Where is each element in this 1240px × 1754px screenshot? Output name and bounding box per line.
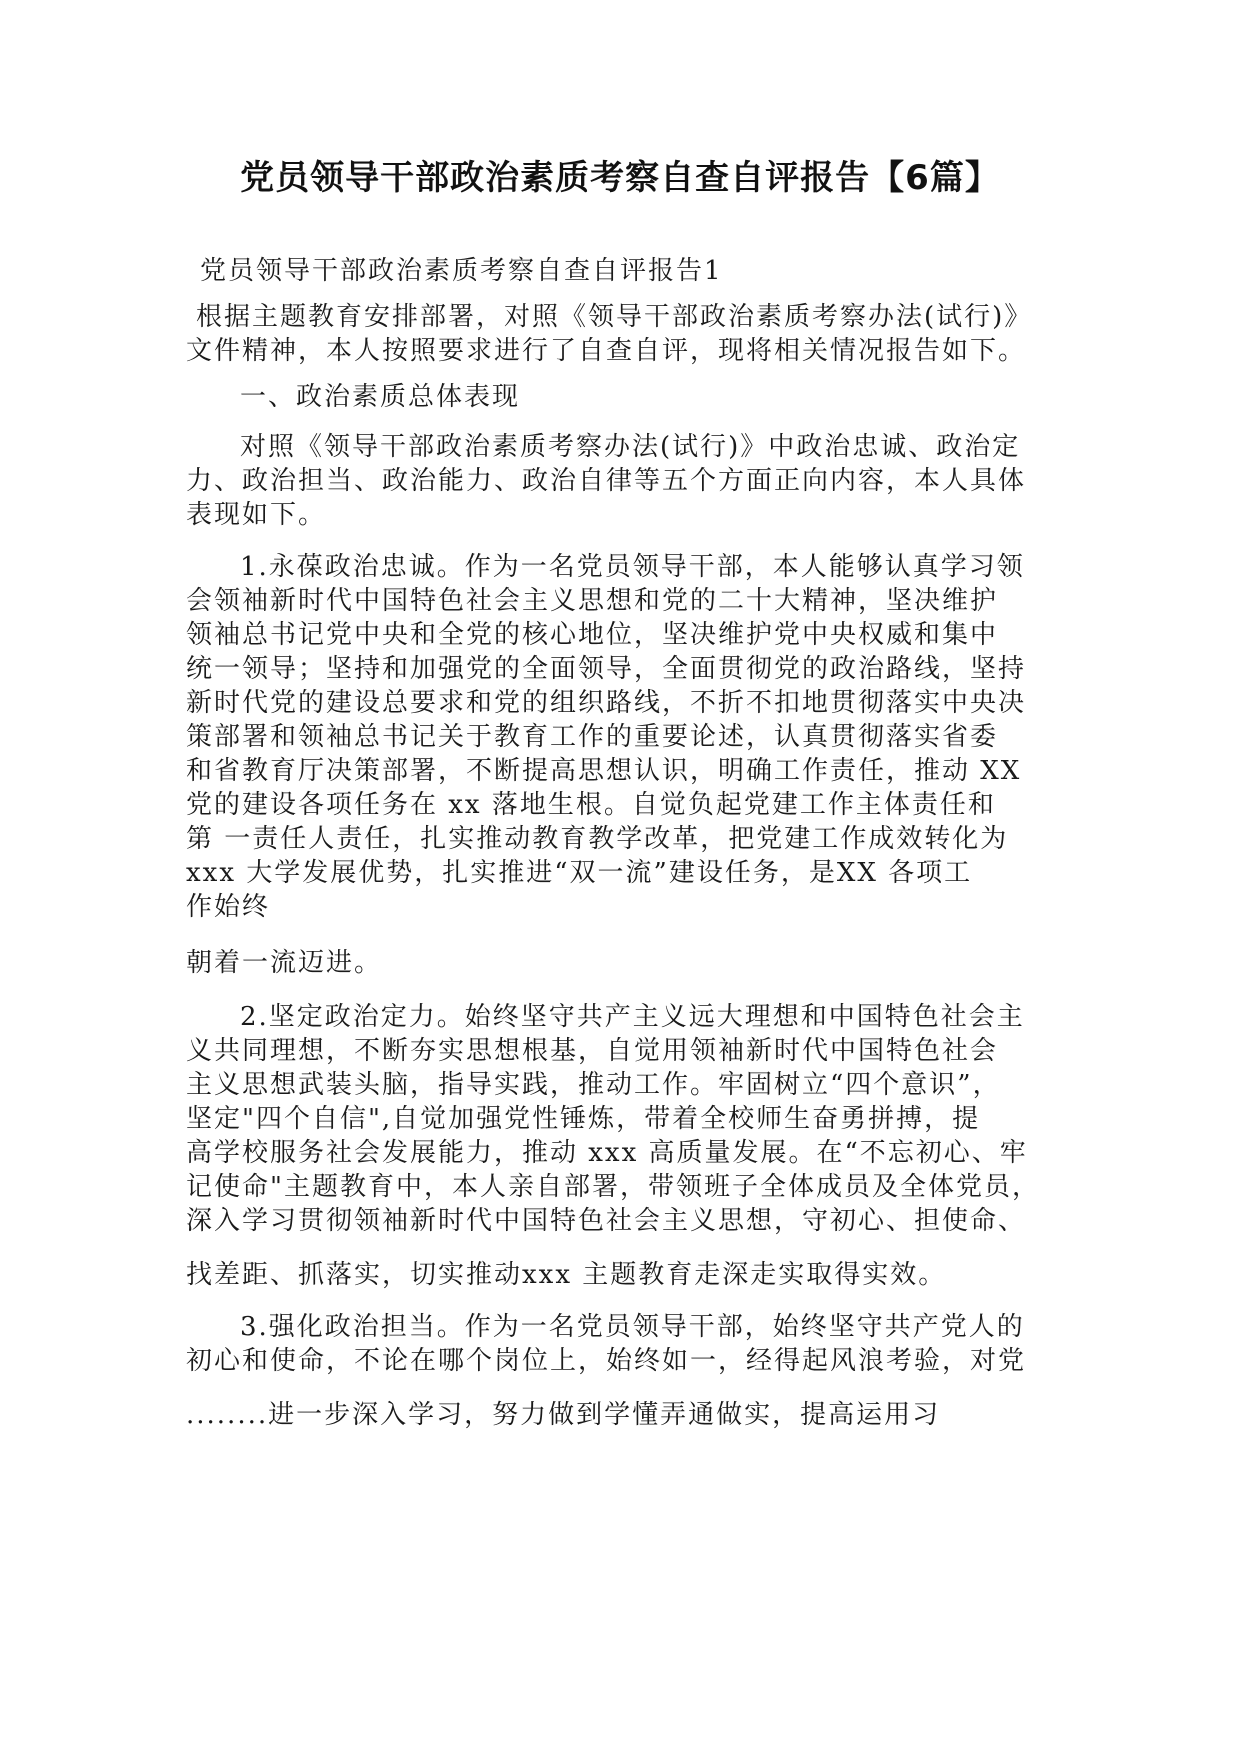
paragraph-line: 主义思想武装头脑，指导实践，推动工作。牢固树立“四个意识”， — [186, 1070, 1001, 1100]
paragraph-line: 第 一责任人责任，扎实推动教育教学改革，把党建工作成效转化为 — [186, 824, 1009, 854]
paragraph-line: 高学校服务社会发展能力，推动 xxx 高质量发展。在“不忘初心、牢 — [186, 1138, 1028, 1168]
paragraph-line: ........进一步深入学习，努力做到学懂弄通做实，提高运用习 — [186, 1400, 941, 1430]
paragraph-line: 3.强化政治担当。作为一名党员领导干部，始终坚守共产党人的 — [240, 1312, 1025, 1342]
paragraph-line: 和省教育厅决策部署，不断提高思想认识，明确工作责任，推动 XX — [186, 756, 1022, 786]
paragraph-line: 朝着一流迈进。 — [186, 948, 383, 978]
paragraph-line: 2.坚定政治定力。始终坚守共产主义远大理想和中国特色社会主 — [240, 1002, 1025, 1032]
paragraph-line: 初心和使命，不论在哪个岗位上，始终如一，经得起风浪考验，对党 — [186, 1346, 1027, 1376]
paragraph-line: 表现如下。 — [186, 500, 327, 530]
paragraph-line: 领袖总书记党中央和全党的核心地位，坚决维护党中央权威和集中 — [186, 620, 999, 650]
paragraph-line: 作始终 — [186, 892, 271, 922]
subheading: 一、政治素质总体表现 — [240, 382, 521, 412]
paragraph-line: xxx 大学发展优势，扎实推进“双一流”建设任务，是XX 各项工 — [186, 858, 973, 888]
paragraph-line: 1.永葆政治忠诚。作为一名党员领导干部，本人能够认真学习领 — [240, 552, 1025, 582]
paragraph-line: 统一领导；坚持和加强党的全面领导，全面贯彻党的政治路线，坚持 — [186, 654, 1027, 684]
paragraph-line: 记使命"主题教育中，本人亲自部署，带领班子全体成员及全体党员， — [186, 1172, 1040, 1202]
paragraph-line: 党的建设各项任务在 xx 落地生根。自觉负起党建工作主体责任和 — [186, 790, 996, 820]
paragraph-line: 根据主题教育安排部署，对照《领导干部政治素质考察办法(试行)》 — [196, 302, 1033, 332]
section-heading: 党员领导干部政治素质考察自查自评报告1 — [200, 256, 723, 286]
paragraph-line: 找差距、抓落实，切实推动xxx 主题教育走深走实取得实效。 — [186, 1260, 947, 1290]
paragraph-line: 深入学习贯彻领袖新时代中国特色社会主义思想，守初心、担使命、 — [186, 1206, 1027, 1236]
paragraph-line: 会领袖新时代中国特色社会主义思想和党的二十大精神，坚决维护 — [186, 586, 999, 616]
paragraph-line: 坚定"四个自信",自觉加强党性锤炼，带着全校师生奋勇拼搏，提 — [186, 1104, 981, 1134]
paragraph-line: 策部署和领袖总书记关于教育工作的重要论述，认真贯彻落实省委 — [186, 722, 999, 752]
paragraph-line: 新时代党的建设总要求和党的组织路线，不折不扣地贯彻落实中央决 — [186, 688, 1027, 718]
paragraph-line: 文件精神，本人按照要求进行了自查自评，现将相关情况报告如下。 — [186, 336, 1027, 366]
paragraph-line: 义共同理想，不断夯实思想根基，自觉用领袖新时代中国特色社会 — [186, 1036, 999, 1066]
paragraph-line: 对照《领导干部政治素质考察办法(试行)》中政治忠诚、政治定 — [240, 432, 1021, 462]
paragraph-line: 力、政治担当、政治能力、政治自律等五个方面正向内容，本人具体 — [186, 466, 1027, 496]
document-title: 党员领导干部政治素质考察自查自评报告【6篇】 — [240, 158, 1000, 198]
